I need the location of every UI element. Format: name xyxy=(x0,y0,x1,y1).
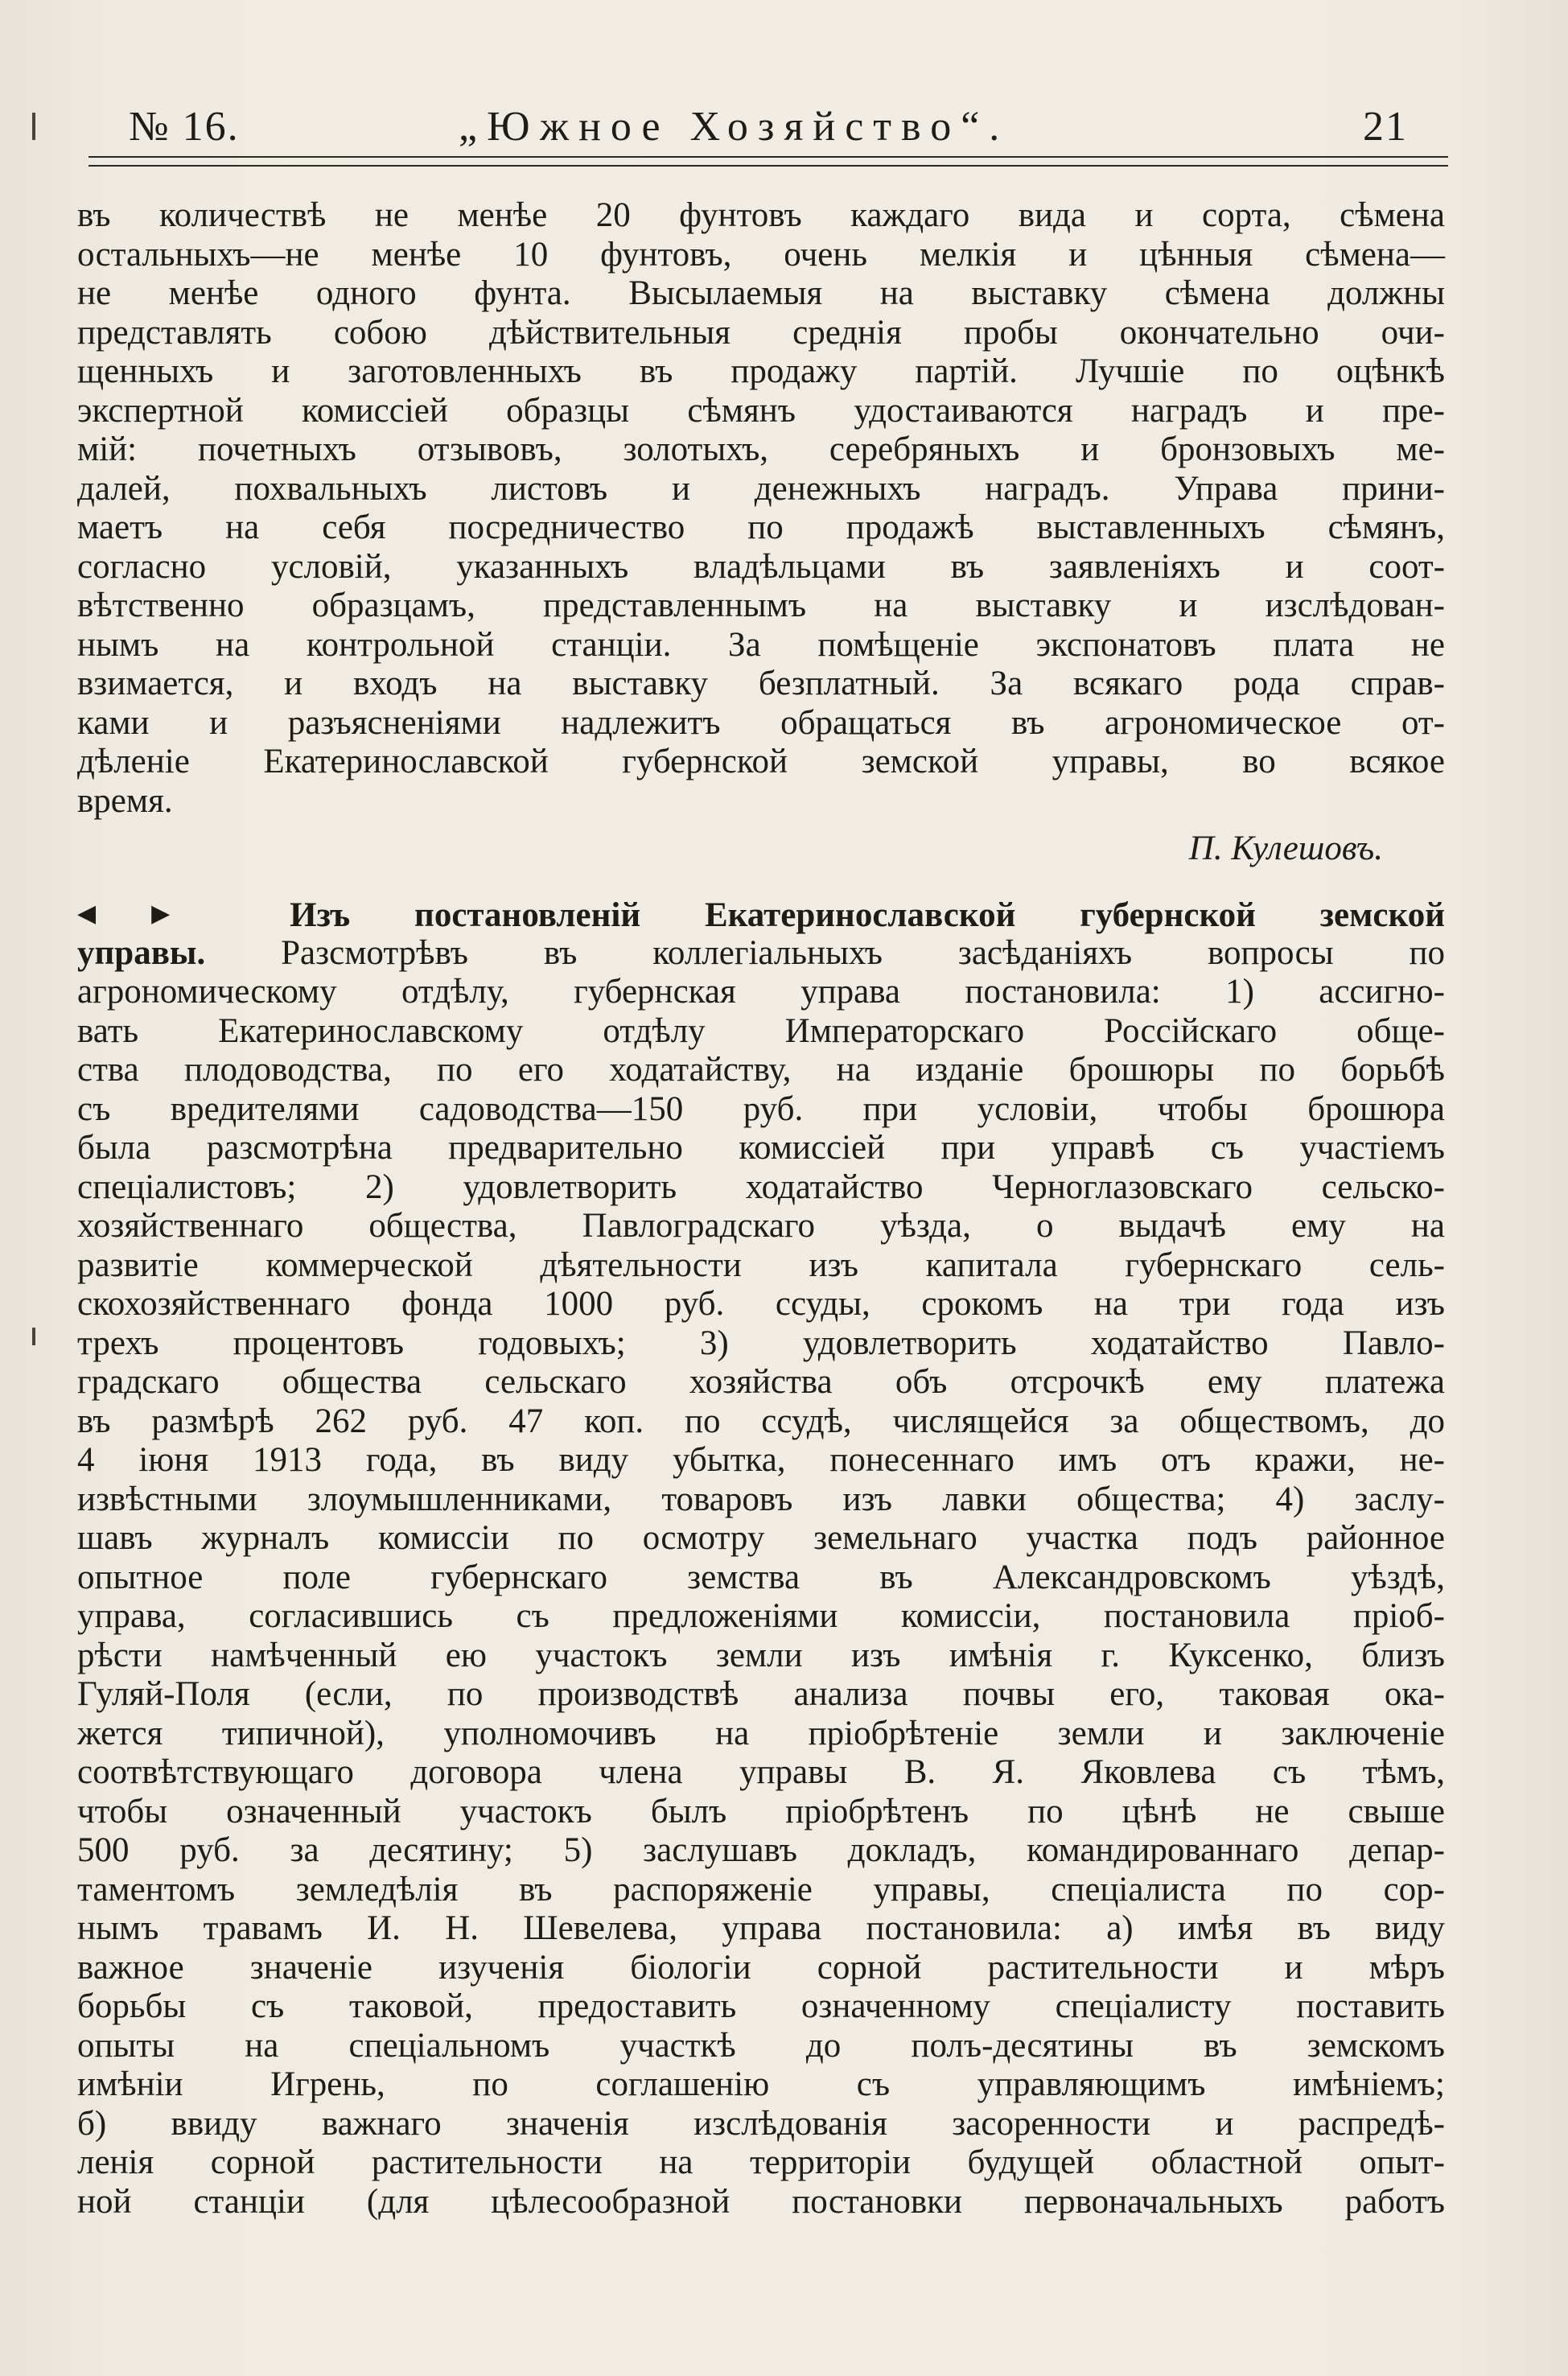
text-line: щенныхъ и заготовленныхъ въ продажу партій. Лучшіе по оцѣнкѣ xyxy=(77,352,1445,390)
text-line: соотвѣтствующаго договора члена управы В. Я. Яковлева съ тѣмъ, xyxy=(77,1753,1445,1791)
text-line: скохозяйственнаго фонда 1000 руб. ссуды, срокомъ на три года изъ xyxy=(77,1285,1445,1323)
text-line: агрономическому отдѣлу, губернская управа постановила: 1) ассигно- xyxy=(77,973,1445,1011)
text-line: нымъ травамъ И. Н. Шевелева, управа постановила: а) имѣя въ виду xyxy=(77,1909,1445,1947)
text-line: остальныхъ—не менѣе 10 фунтовъ, очень мелкія и цѣнныя сѣмена— xyxy=(77,235,1445,274)
text-line: управа, согласившись съ предложеніями комиссіи, постановила пріоб- xyxy=(77,1597,1445,1635)
text-line: далей, похвальныхъ листовъ и денежныхъ наградъ. Управа прини- xyxy=(77,469,1445,508)
text-line: 4 іюня 1913 года, въ виду убытка, понесеннаго имъ отъ кражи, не- xyxy=(77,1441,1445,1479)
text-line: хозяйственнаго общества, Павлоградскаго уѣзда, о выдачѣ ему на xyxy=(77,1207,1445,1245)
text-line: ной станціи (для цѣлесообразной постановки первоначальныхъ работъ xyxy=(77,2182,1445,2221)
text-line: дѣленіе Екатеринославской губернской земской управы, во всякое xyxy=(77,743,1445,780)
text-line: трехъ процентовъ годовыхъ; 3) удовлетворить ходатайство Павло- xyxy=(77,1324,1445,1362)
text-line: таментомъ земледѣлія въ распоряженіе управы, спеціалиста по сор- xyxy=(77,1870,1445,1909)
text-line: не менѣе одного фунта. Высылаемыя на выставку сѣмена должны xyxy=(77,274,1445,312)
text-line: ленія сорной растительности на территоріи будущей областной опыт- xyxy=(77,2143,1445,2181)
text-line: экспертной комиссіей образцы сѣмянъ удостаиваются наградъ и пре- xyxy=(77,391,1445,430)
bullet-icon: ◀▶ xyxy=(77,900,226,927)
text-line: маетъ на себя посредничество по продажѣ выставленныхъ сѣмянъ, xyxy=(77,509,1445,546)
text-line: нымъ на контрольной станціи. За помѣщеніе экспонатовъ плата не xyxy=(77,625,1445,664)
text-line: представлять собою дѣйствительныя среднія пробы окончательно очи- xyxy=(77,313,1445,352)
paragraph-2-first-line xyxy=(77,934,1445,974)
text-line: была разсмотрѣна предварительно комиссіей при управѣ съ участіемъ xyxy=(77,1129,1445,1167)
text-line: борьбы съ таковой, предоставить означенному спеціалисту поставить xyxy=(77,1987,1445,2025)
issue-number: № 16. xyxy=(129,104,240,150)
text-line: въ количествѣ не менѣе 20 фунтовъ каждаго вида и сорта, сѣмена xyxy=(77,196,1445,234)
text-line: извѣстными злоумышленниками, товаровъ изъ лавки общества; 4) заслу- xyxy=(77,1480,1445,1518)
text-line: 500 руб. за десятину; 5) заслушавъ докладъ, командированнаго депар- xyxy=(77,1831,1445,1869)
text-line: градскаго общества сельскаго хозяйства объ отсрочкѣ ему платежа xyxy=(77,1363,1445,1401)
text-line: ками и разъясненіями надлежитъ обращаться въ агрономическое от- xyxy=(77,703,1445,742)
text-line: ства плодоводства, по его ходатайству, на изданіе брошюры по борьбѣ xyxy=(77,1051,1445,1089)
text-line: имѣніи Игрень, по соглашенію съ управляющимъ имѣніемъ; xyxy=(77,2065,1445,2103)
page-number: 21 xyxy=(1363,104,1408,150)
signature: П. Кулешовъ. xyxy=(1188,830,1383,867)
header-rule xyxy=(88,156,1448,167)
text-line: мій: почетныхъ отзывовъ, золотыхъ, серебряныхъ и бронзовыхъ ме- xyxy=(77,430,1445,468)
margin-mark xyxy=(32,113,35,140)
text-line: шавъ журналъ комиссіи по осмотру земельнаго участка подъ районное xyxy=(77,1519,1445,1557)
text-line: спеціалистовъ; 2) удовлетворить ходатайство Черноглазовскаго сельско- xyxy=(77,1167,1445,1206)
text-line: вать Екатеринославскому отдѣлу Императорскаго Россійскаго обще- xyxy=(77,1011,1445,1050)
text-line: взимается, и входъ на выставку безплатный. За всякаго рода справ- xyxy=(77,665,1445,702)
text-line: согласно условій, указанныхъ владѣльцами въ заявленіяхъ и соот- xyxy=(77,547,1445,586)
text-line: въ размѣрѣ 262 руб. 47 коп. по ссудѣ, числящейся за обществомъ, до xyxy=(77,1402,1445,1440)
paragraph-1 xyxy=(77,196,1445,821)
text-line: время. xyxy=(77,781,173,820)
text-line: рѣсти намѣченный ею участокъ земли изъ имѣнія г. Куксенко, близъ xyxy=(77,1636,1445,1674)
section-heading: Изъ постановленій Екатеринославской губернской земской xyxy=(290,896,1445,934)
text-line: б) ввиду важнаго значенія изслѣдованія засоренности и распредѣ- xyxy=(77,2104,1445,2143)
text-line: опытное поле губернскаго земства въ Александровскомъ уѣздѣ, xyxy=(77,1558,1445,1596)
text-line: Разсмотрѣвъ въ коллегіальныхъ засѣданіяхъ вопросы по xyxy=(205,933,1445,972)
paragraph-2 xyxy=(77,895,1445,2222)
running-header xyxy=(88,103,1448,159)
text-line: съ вредителями садоводства—150 руб. при условіи, чтобы брошюра xyxy=(77,1089,1445,1128)
section-heading-end: управы. xyxy=(77,933,206,972)
journal-title: „Южное Хозяйство“. xyxy=(459,104,1010,150)
paragraph-2-heading-line xyxy=(77,895,1445,934)
text-line: жется типичной), уполномочивъ на пріобрѣтеніе земли и заключеніе xyxy=(77,1714,1445,1752)
text-line: чтобы означенный участокъ былъ пріобрѣтенъ по цѣнѣ не свыше xyxy=(77,1792,1445,1830)
text-line: вѣтственно образцамъ, представленнымъ на выставку и изслѣдован- xyxy=(77,587,1445,624)
text-line: Гуляй-Поля (если, по производствѣ анализа почвы его, таковая ока- xyxy=(77,1675,1445,1713)
margin-mark xyxy=(32,1328,35,1345)
text-line: развитіе коммерческой дѣятельности изъ капитала губернскаго сель- xyxy=(77,1246,1445,1284)
text-line: важное значеніе изученія біологіи сорной растительности и мѣръ xyxy=(77,1948,1445,1987)
text-line: опыты на спеціальномъ участкѣ до полъ-десятины въ земскомъ xyxy=(77,2026,1445,2065)
